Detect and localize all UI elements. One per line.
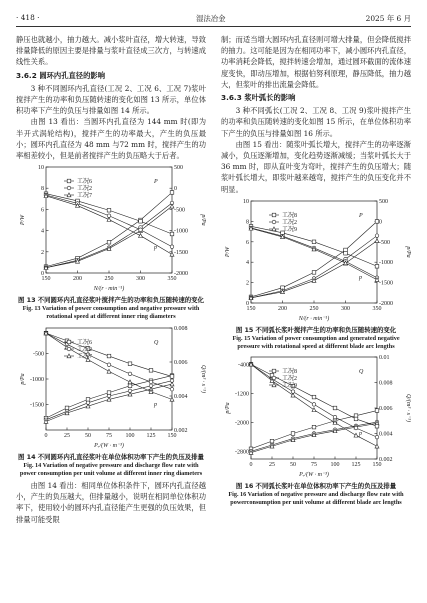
- y2-tick-label: 500: [174, 165, 183, 172]
- data-point: [149, 380, 153, 384]
- y-tick-label: 0: [246, 300, 249, 307]
- y2-axis-label: p/Pa: [405, 246, 411, 258]
- legend-label: 工况9: [282, 383, 298, 390]
- x-axis-label: Pᵥ/(W · m⁻³): [299, 472, 329, 479]
- data-point: [139, 228, 143, 232]
- x-tick-label: 150: [167, 432, 177, 439]
- y-tick-label: -1200: [235, 391, 249, 398]
- y-axis-label: P/W: [225, 246, 231, 258]
- y2-tick-label: -2000: [174, 271, 188, 278]
- figure-15-chart: [221, 195, 411, 323]
- y2-tick-label: -1000: [379, 260, 393, 267]
- x-tick-label: 250: [309, 305, 319, 312]
- data-point: [312, 240, 316, 244]
- data-point: [333, 406, 337, 410]
- legend-label: 工况2: [77, 346, 93, 353]
- x-tick-label: 125: [146, 432, 156, 439]
- data-point: [128, 372, 132, 376]
- curve-annotation: p: [154, 401, 157, 408]
- data-point: [375, 219, 379, 223]
- page-number: · 418 ·: [16, 13, 40, 22]
- y2-axis-label: Q/(m³ · s⁻¹): [200, 364, 206, 393]
- data-point: [375, 264, 379, 268]
- paragraph: 3 种不同弧长(工况 2、工况 8、工况 9)浆叶搅拌产生的功率和负压随转速的变化如图 15 所示，在单位体积功率下产生的负压与排量如图 16 所示。: [221, 106, 411, 138]
- series-line: [251, 411, 377, 449]
- legend-label: 工况2: [282, 376, 298, 383]
- header-rule: [16, 26, 411, 27]
- data-point: [107, 209, 111, 213]
- series-line: [251, 236, 377, 298]
- legend-label: 工况7: [77, 193, 93, 200]
- x-tick-label: 75: [311, 462, 317, 469]
- figure-13-caption-cn: 图 13 不同圆环内孔直径浆叶搅拌产生的功率和负压随转速的变化: [18, 296, 204, 305]
- y-axis-label: P/W: [20, 215, 26, 226]
- paragraph: 由图 15 看出：随浆叶弧长增大，搅拌产生的功率逐渐减小，负压逐渐增加，变化趋势逐渐减缓；当浆叶弧长大于 36 mm 时，即从直叶变为弯叶，搅拌产生的负压增大；随浆叶弧长增大，即浆叶越来越弯，搅拌产生的负压变化并不明显。: [221, 139, 411, 194]
- figure-14-caption-en: Fig. 14 Variation of negative pressure and discharge flow rate with power consumption per unit volume at different inner ring diameters: [19, 461, 203, 477]
- data-point: [312, 270, 316, 274]
- x-tick-label: 350: [372, 305, 382, 312]
- y2-tick-label: 500: [379, 198, 388, 205]
- curve-annotation: p: [359, 431, 362, 438]
- data-point: [333, 416, 337, 420]
- x-tick-label: 0: [249, 462, 253, 469]
- section-heading: 3.6.3 浆叶弧长的影响: [221, 93, 296, 103]
- data-point: [170, 204, 174, 208]
- y2-tick-label: -1500: [174, 250, 188, 257]
- x-tick-label: 150: [246, 305, 256, 312]
- y-tick-label: 10: [243, 198, 249, 205]
- x-tick-label: 50: [85, 432, 91, 439]
- figure-16-caption-en: Fig. 16 Variation of negative pressure and discharge flow rate with powerconsumption per unit volume at different blade arc lengths: [228, 491, 404, 507]
- figure-13-chart: [16, 161, 206, 293]
- data-point: [344, 251, 348, 255]
- figure-16-chart: [221, 351, 411, 479]
- data-point: [354, 426, 358, 430]
- legend-label: 工况8: [282, 212, 298, 219]
- legend-marker: [67, 179, 71, 183]
- figure-16: [221, 351, 411, 507]
- y2-tick-label: -2000: [379, 300, 393, 307]
- x-tick-label: 25: [64, 432, 70, 439]
- figure-14-caption-cn: 图 14 不同圆环内孔直径浆叶在单位体积功率下产生的负压及排量: [18, 452, 204, 461]
- figure-13-caption-en: Fig. 13 Variation of power consumption and negative pressure with rotational speed at different inner ring diameters: [22, 305, 200, 321]
- y2-axis-label: Q/(m³ · s⁻¹): [405, 394, 411, 423]
- data-point: [312, 396, 316, 400]
- data-point: [312, 408, 316, 412]
- figure-15-caption-en: Fig. 15 Variation of power consumption and generated negative pressure with rotational speed at different blade arc lengths: [232, 334, 400, 351]
- data-point: [107, 354, 111, 358]
- curve-annotation: p: [359, 274, 362, 281]
- y-tick-label: 2: [41, 250, 44, 257]
- y2-tick-label: 0.002: [379, 457, 393, 464]
- x-tick-label: 300: [136, 276, 145, 283]
- data-point: [170, 245, 174, 249]
- data-point: [354, 433, 358, 437]
- data-point: [107, 363, 111, 367]
- data-point: [291, 393, 295, 397]
- data-point: [107, 390, 111, 394]
- y-tick-label: -1000: [30, 376, 44, 383]
- legend-label: 工况2: [77, 186, 93, 193]
- y-tick-label: -400: [238, 362, 249, 369]
- curve-annotation: p: [154, 245, 157, 252]
- data-point: [128, 384, 132, 388]
- x-tick-label: 100: [125, 432, 135, 439]
- y2-tick-label: 0.004: [379, 431, 393, 438]
- y2-tick-label: 0.006: [379, 406, 393, 413]
- legend-label: 工况6: [77, 179, 93, 186]
- figure-15: [221, 195, 411, 351]
- curve-annotation: Q: [154, 339, 159, 346]
- legend-label: 工况8: [282, 369, 298, 376]
- y2-tick-label: 0.01: [379, 355, 390, 362]
- legend-marker: [272, 220, 276, 224]
- figure-14: [16, 322, 206, 478]
- figure-15-caption-cn: 图 15 不同弧长浆叶搅拌产生的功率和负压随转速的变化: [235, 326, 397, 335]
- data-point: [128, 380, 132, 384]
- page-header: [16, 13, 411, 27]
- x-tick-label: 25: [269, 462, 275, 469]
- data-point: [86, 397, 90, 401]
- x-tick-label: 75: [106, 432, 112, 439]
- y-tick-label: -500: [33, 351, 44, 358]
- y-tick-label: 6: [246, 239, 249, 246]
- x-tick-label: 350: [167, 276, 177, 283]
- section-heading: 3.6.2 圆环内孔直径的影响: [16, 70, 105, 80]
- y2-tick-label: 0: [379, 219, 382, 226]
- data-point: [312, 426, 316, 430]
- x-tick-label: 150: [41, 276, 51, 283]
- y-axis-label: p/Pa: [225, 402, 231, 414]
- legend-label: 工况9: [282, 226, 298, 233]
- y2-tick-label: -500: [379, 239, 390, 246]
- legend-marker: [67, 340, 71, 344]
- paragraph: 由图 13 看出：当圆环内孔直径为 144 mm 时(即为半开式涡轮结构)，搅拌产生的功率最大，产生的负压最小；圆环内孔直径为 48 mm 与72 mm 时，搅拌产生的功率相差较小，但是前者搅拌产生的负压略大于后者。: [16, 117, 206, 161]
- paragraph: 制；而适当增大圆环内孔直径则可增大排量，但会降低搅拌的抽力。这可能是因为在相同功率下，减小圆环内孔直径，功率消耗会降低，搅拌转速会增加，通过圆环截面的流体速度变快，即动压增加，根据伯努利原理，静压降低，抽力越大，但浆叶的排出流量会降低。: [221, 35, 411, 89]
- y2-tick-label: 0.006: [174, 359, 188, 366]
- data-point: [291, 432, 295, 436]
- paragraph: 3 种不同圆环内孔直径(工况 2、工况 6、工况 7)浆叶搅拌产生的功率和负压随转速的变化如图 13 所示，单位体积功率下产生的负压与排量如图 14 所示。: [16, 83, 206, 116]
- data-point: [375, 234, 379, 238]
- y-tick-label: 4: [41, 228, 44, 235]
- figure-16-caption-cn: 图 16 不同弧长浆叶在单位体积功率下产生的负压及排量: [235, 482, 397, 491]
- series-line: [251, 228, 377, 278]
- y2-tick-label: 0.002: [174, 427, 188, 434]
- x-tick-label: 300: [341, 305, 350, 312]
- curve-annotation: P: [359, 212, 363, 219]
- y2-tick-label: 0.008: [174, 325, 188, 332]
- series-line: [46, 203, 172, 268]
- x-tick-label: 150: [372, 462, 382, 469]
- legend-label: 工况7: [77, 353, 93, 360]
- data-point: [149, 368, 153, 372]
- x-tick-label: 0: [44, 432, 48, 439]
- journal-name: 湿法冶金: [196, 14, 226, 23]
- issue-date: 2025 年 6 月: [365, 14, 411, 23]
- data-point: [375, 409, 379, 413]
- data-point: [139, 220, 143, 224]
- x-axis-label: N/(r · min⁻¹): [298, 315, 330, 322]
- x-tick-label: 250: [104, 276, 114, 283]
- legend-marker: [67, 347, 71, 351]
- curve-annotation: Q: [359, 369, 364, 376]
- y2-tick-label: 0.008: [379, 380, 393, 387]
- y-axis-label: p/Pa: [20, 372, 26, 385]
- x-axis-label: N/(r · min⁻¹): [93, 286, 125, 293]
- legend-marker: [272, 376, 276, 380]
- data-point: [170, 387, 174, 391]
- x-tick-label: 125: [351, 462, 361, 469]
- x-axis-label: Pᵥ/(W · m⁻³): [94, 442, 124, 449]
- legend-marker: [272, 213, 276, 217]
- x-tick-label: 200: [278, 305, 287, 312]
- y-tick-label: 10: [38, 165, 44, 172]
- y2-tick-label: 0.004: [174, 393, 188, 400]
- legend-marker: [272, 369, 276, 373]
- data-point: [65, 406, 69, 410]
- y-tick-label: 8: [246, 219, 249, 226]
- legend-label: 工况6: [77, 339, 93, 346]
- data-point: [139, 234, 143, 238]
- data-point: [312, 403, 316, 407]
- data-point: [170, 382, 174, 386]
- data-point: [354, 417, 358, 421]
- y-tick-label: 2: [246, 280, 249, 287]
- data-point: [170, 191, 174, 195]
- x-tick-label: 50: [290, 462, 296, 469]
- left-column: [16, 34, 206, 525]
- y-tick-label: -2800: [235, 449, 249, 456]
- legend-marker: [67, 186, 71, 190]
- data-point: [170, 374, 174, 378]
- x-tick-label: 200: [73, 276, 82, 283]
- y-tick-label: 0: [41, 271, 44, 278]
- y2-tick-label: -1000: [174, 228, 188, 235]
- y2-tick-label: -1500: [379, 280, 393, 287]
- paragraph: 由图 14 看出：相同单位体积条件下，圆环内孔直径越小，产生的负压越大，但排量越小，说明在相同单位体积功率下，使用较小的圆环内孔直径能产生更强的负压效果，但排量可能受限: [16, 481, 206, 524]
- y-tick-label: -2000: [235, 420, 249, 427]
- data-point: [270, 440, 274, 444]
- figure-14-chart: [16, 322, 206, 450]
- paragraph: 静压也就越小，抽力越大。减小浆叶直径，增大转速，导致排量降低的原因主要是排量与浆叶直径成三次方，与转速成线性关系。: [16, 35, 206, 67]
- y2-axis-label: p/Pa: [200, 214, 206, 226]
- data-point: [375, 425, 379, 429]
- legend-label: 工况2: [282, 219, 298, 226]
- data-point: [128, 362, 132, 366]
- y-tick-label: 8: [41, 186, 44, 193]
- y-tick-label: 4: [246, 260, 249, 267]
- data-point: [107, 369, 111, 373]
- data-point: [375, 444, 379, 448]
- data-point: [107, 218, 111, 222]
- y-tick-label: -1500: [30, 402, 44, 409]
- data-point: [170, 232, 174, 236]
- figure-13: [16, 161, 206, 321]
- data-point: [375, 436, 379, 440]
- curve-annotation: P: [154, 179, 158, 186]
- y2-tick-label: -500: [174, 207, 185, 214]
- right-column: [221, 34, 411, 508]
- y-tick-label: 6: [41, 207, 44, 214]
- data-point: [107, 241, 111, 245]
- series-line: [46, 193, 172, 267]
- y2-tick-label: 0: [174, 186, 177, 193]
- x-tick-label: 100: [330, 462, 340, 469]
